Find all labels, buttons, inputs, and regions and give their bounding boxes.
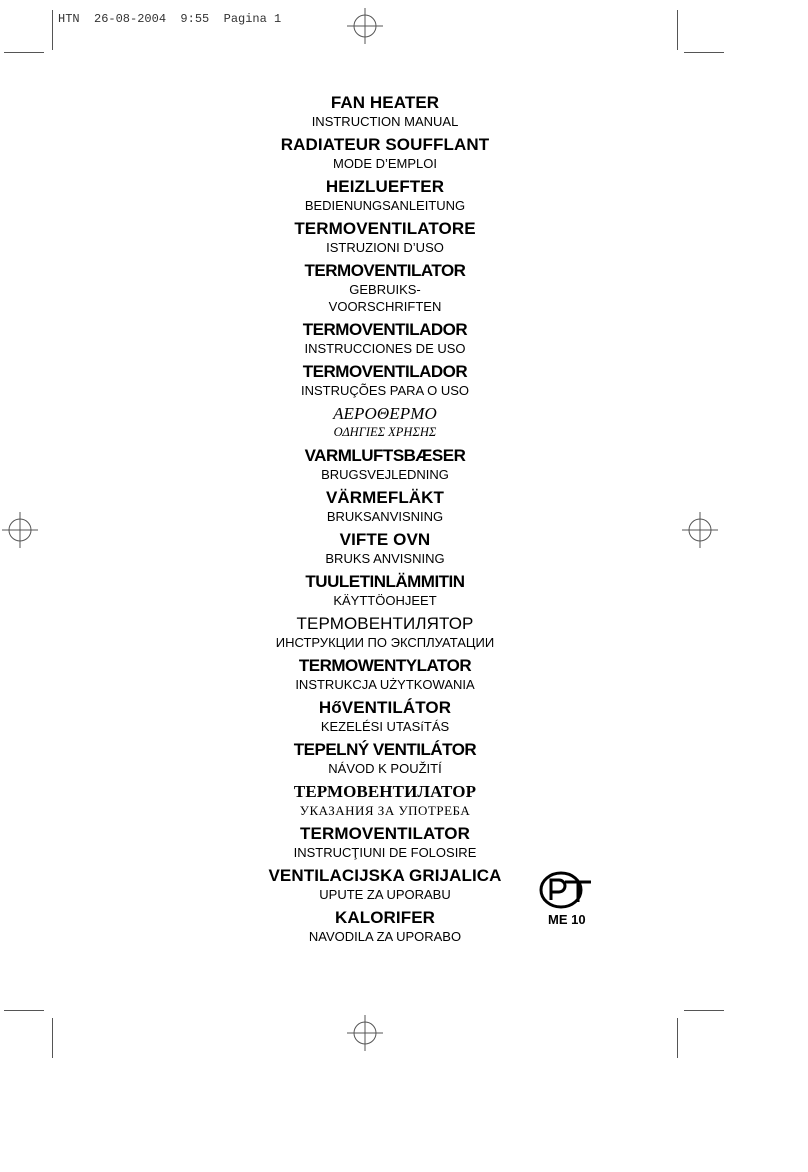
entry-title: RADIATEUR SOUFFLANT (280, 135, 490, 154)
crop-mark (4, 1010, 44, 1011)
entry-swedish (0, 488, 770, 525)
entry-russian (0, 614, 770, 651)
entry-title: VÄRMEFLÄKT (325, 488, 445, 507)
entry-hungarian (0, 698, 770, 735)
crop-mark (4, 52, 44, 53)
entry-romanian (0, 824, 770, 861)
entry-greek (0, 404, 770, 441)
entry-title: HőVENTILÁTOR (318, 698, 452, 717)
pct-certification-icon (535, 868, 595, 912)
crop-mark (52, 1018, 53, 1058)
entry-title: TERMOVENTILATOR (300, 824, 470, 843)
entry-title: TERMOVENTILATOR (304, 261, 466, 280)
entry-german (0, 177, 770, 214)
entry-subtitle: ΟΔΗΓΙΕΣ ΧΡΗΣΗΣ (333, 425, 437, 439)
crop-mark (677, 1018, 678, 1058)
registration-mark-top (347, 8, 383, 44)
entry-subtitle: INSTRUKCJA UŻYTKOWANIA (295, 677, 475, 692)
entry-subtitle: ISTRUZIONI D’USO (326, 240, 444, 255)
entry-title: TUULETINLÄMMITIN (305, 572, 465, 591)
entry-subtitle: УКАЗАНИЯ ЗА УПОТРЕБА (299, 803, 471, 818)
entry-subtitle: NAVODILA ZA UPORABO (308, 929, 462, 944)
entry-dutch (0, 261, 770, 315)
entry-title: TERMOVENTILATORE (294, 219, 476, 238)
entry-portuguese (0, 362, 770, 399)
entry-subtitle: UPUTE ZA UPORABU (319, 887, 451, 902)
entry-spanish (0, 320, 770, 357)
entry-czech (0, 740, 770, 777)
entry-finnish (0, 572, 770, 609)
entry-title: ТЕРМОВЕНТИЛЯТОР (296, 614, 474, 633)
entry-title: FAN HEATER (330, 93, 440, 112)
entry-english (0, 93, 770, 130)
entry-title: ТЕРМОВЕНТИЛАТОР (293, 782, 477, 801)
entry-subtitle: BEDIENUNGSANLEITUNG (304, 198, 466, 213)
entry-croatian (0, 866, 770, 903)
entry-title: VENTILACIJSKA GRIJALICA (268, 866, 502, 885)
entry-subtitle: BRUKS ANVISNING (325, 551, 445, 566)
crop-mark (684, 52, 724, 53)
entry-title: VIFTE OVN (339, 530, 431, 549)
entry-subtitle: INSTRUCTION MANUAL (311, 114, 459, 129)
entry-danish (0, 446, 770, 483)
print-header: HTN 26-08-2004 9:55 Pagina 1 (58, 12, 282, 26)
crop-mark (677, 10, 678, 50)
crop-mark (684, 1010, 724, 1011)
entry-subtitle: MODE D’EMPLOI (332, 156, 437, 171)
entry-subtitle: BRUKSANVISNING (326, 509, 444, 524)
certification-code: ME 10 (548, 912, 586, 927)
entry-norwegian (0, 530, 770, 567)
entry-subtitle: NÁVOD K POUŽITÍ (328, 761, 442, 776)
language-title-list (0, 93, 770, 950)
entry-subtitle: INSTRUCCIONES DE USO (304, 341, 466, 356)
entry-subtitle: INSTRUCŢIUNI DE FOLOSIRE (293, 845, 477, 860)
entry-polish (0, 656, 770, 693)
entry-title: VARMLUFTSBÆSER (304, 446, 466, 465)
entry-title: TERMOVENTILADOR (302, 320, 468, 339)
entry-title: TERMOWENTYLATOR (298, 656, 472, 675)
entry-subtitle: GEBRUIKS- (349, 282, 421, 297)
registration-mark-bottom (347, 1015, 383, 1051)
entry-bulgarian (0, 782, 770, 819)
entry-title: ΑΕΡΟΘΕΡΜΟ (333, 404, 437, 423)
entry-subtitle: BRUGSVEJLEDNING (321, 467, 449, 482)
entry-title: KALORIFER (334, 908, 436, 927)
entry-title: HEIZLUEFTER (325, 177, 445, 196)
entry-slovenian (0, 908, 770, 945)
entry-title: TERMOVENTILADOR (302, 362, 468, 381)
entry-italian (0, 219, 770, 256)
entry-subtitle-line2: VOORSCHRIFTEN (328, 299, 442, 314)
entry-french (0, 135, 770, 172)
entry-subtitle: INSTRUÇÕES PARA O USO (300, 383, 470, 398)
entry-subtitle: ИНСТРУКЦИИ ПО ЭКСПЛУАТАЦИИ (275, 635, 495, 650)
entry-subtitle: KEZELÉSI UTASíTÁS (320, 719, 450, 734)
entry-subtitle: KÄYTTÖOHJEET (333, 593, 437, 608)
crop-mark (52, 10, 53, 50)
entry-title: TEPELNÝ VENTILÁTOR (293, 740, 477, 759)
